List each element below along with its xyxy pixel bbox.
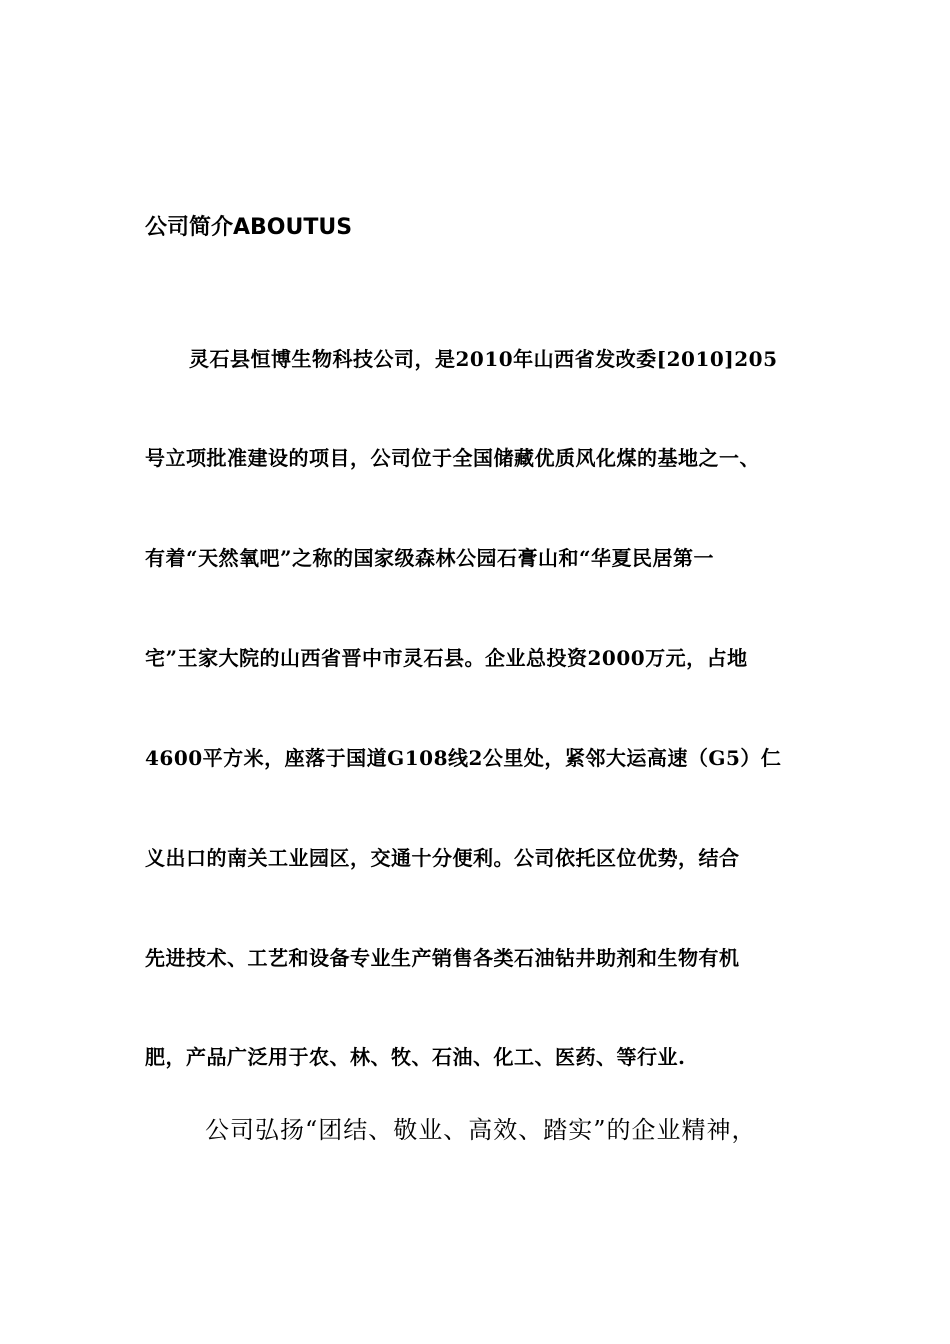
- page-title: 公司简介ABOUTUS: [145, 215, 353, 240]
- paragraph-line: 先进技术、工艺和设备专业生产销售各类石油钻井助剂和生物有机: [145, 946, 740, 970]
- paragraph-line: 义出口的南关工业园区，交通十分便利。公司依托区位优势，结合: [145, 846, 740, 870]
- paragraph-line: 宅”王家大院的山西省晋中市灵石县。企业总投资2000万元，占地: [145, 646, 748, 670]
- paragraph-line: 4600平方米，座落于国道G108线2公里处，紧邻大运高速（G5）仁: [145, 746, 782, 770]
- paragraph-line: 肥，产品广泛用于农、林、牧、石油、化工、医药、等行业.: [145, 1045, 686, 1069]
- motto-line: 公司弘扬“团结、敬业、高效、踏实”的企业精神，: [205, 1116, 757, 1144]
- paragraph-line: 号立项批准建设的项目，公司位于全国储藏优质风化煤的基地之一、: [145, 446, 760, 470]
- paragraph-line: 灵石县恒博生物科技公司，是2010年山西省发改委[2010]205: [189, 347, 778, 371]
- paragraph-line: 有着“天然氧吧”之称的国家级森林公园石膏山和“华夏民居第一: [145, 546, 715, 570]
